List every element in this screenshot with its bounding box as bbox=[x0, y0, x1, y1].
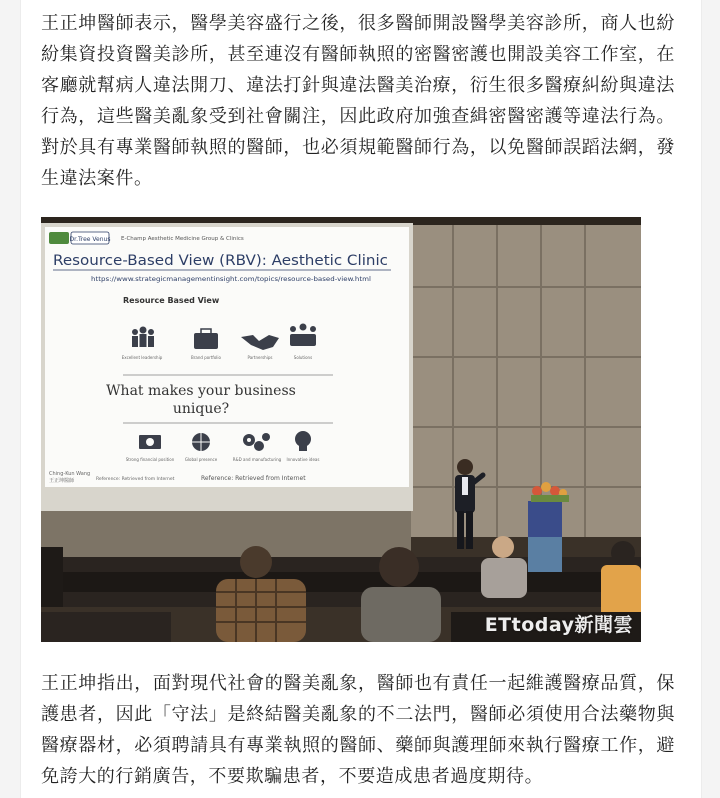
slide-icon-label: Partnerships bbox=[247, 355, 273, 360]
slide-author: Ching-Kun Wang bbox=[49, 471, 91, 477]
slide-icon-label: Excellent leadership bbox=[121, 355, 163, 360]
slide-icon-label: Strong financial position bbox=[125, 457, 175, 462]
slide-icon-label: Global presence bbox=[184, 457, 218, 462]
slide-section: Resource Based View bbox=[123, 296, 220, 305]
slide-question: What makes your business bbox=[106, 383, 296, 399]
article-card bbox=[20, 0, 702, 798]
conference-photo bbox=[41, 217, 641, 642]
slide-question: unique? bbox=[172, 401, 230, 417]
slide-icon-label: R&D and manufacturing bbox=[232, 457, 282, 462]
slide-brand: Dr.Tree Venus bbox=[69, 236, 111, 243]
team-icon bbox=[290, 324, 316, 347]
globe-icon bbox=[192, 433, 210, 451]
slide-url: https://www.strategicmanagementinsight.com/topics/resource-based-view.html bbox=[91, 275, 372, 283]
money-icon bbox=[139, 435, 161, 449]
slide-org: E-Champ Aesthetic Medicine Group & Clinics bbox=[121, 236, 244, 242]
slide-author-cn: 王正坤醫師 bbox=[49, 478, 75, 484]
watermark-logo: ETtoday新聞雲 bbox=[484, 614, 633, 636]
article-paragraph: 王正坤醫師表示，醫學美容盛行之後，很多醫師開設醫學美容診所，商人也紛紛集資投資醫美診所，甚至連沒有醫師執照的密醫密護也開設美容工作室，在客廳就幫病人違法開刀、違法打針與違法醫美治療，衍生很多醫療糾紛與違法行為，這些醫美亂象受到社會關注，因此政府加強查緝密醫密護等違法行為。對於具有專業醫師執照的醫師，也必須規範醫師行為，以免醫師誤蹈法網，發生違法案件。 bbox=[41, 13, 675, 189]
slide-icon-label: Innovative ideas bbox=[286, 457, 320, 462]
slide-title: Resource-Based View (RBV): Aesthetic Clinic bbox=[53, 253, 388, 269]
article-paragraph: 王正坤指出，面對現代社會的醫美亂象，醫師也有責任一起維護醫療品質，保護患者，因此「守法」是終結醫美亂象的不二法門，醫師必須使用合法藥物與醫療器材，必須聘請具有專業執照的醫師、藥師與護理師來執行醫療工作，避免誇大的行銷廣告，不要欺騙患者，不要造成患者過度期待。 bbox=[41, 673, 675, 787]
slide-reference: Reference: Retrieved from Internet bbox=[201, 475, 306, 482]
slide-icon-label: Brand portfolio bbox=[191, 355, 221, 360]
slide-icon-label: Solutions bbox=[293, 355, 313, 360]
photo-illustration bbox=[41, 217, 641, 642]
people-icon bbox=[132, 327, 154, 348]
slide-reference-small: Reference: Retrieved from Internet bbox=[96, 477, 175, 482]
